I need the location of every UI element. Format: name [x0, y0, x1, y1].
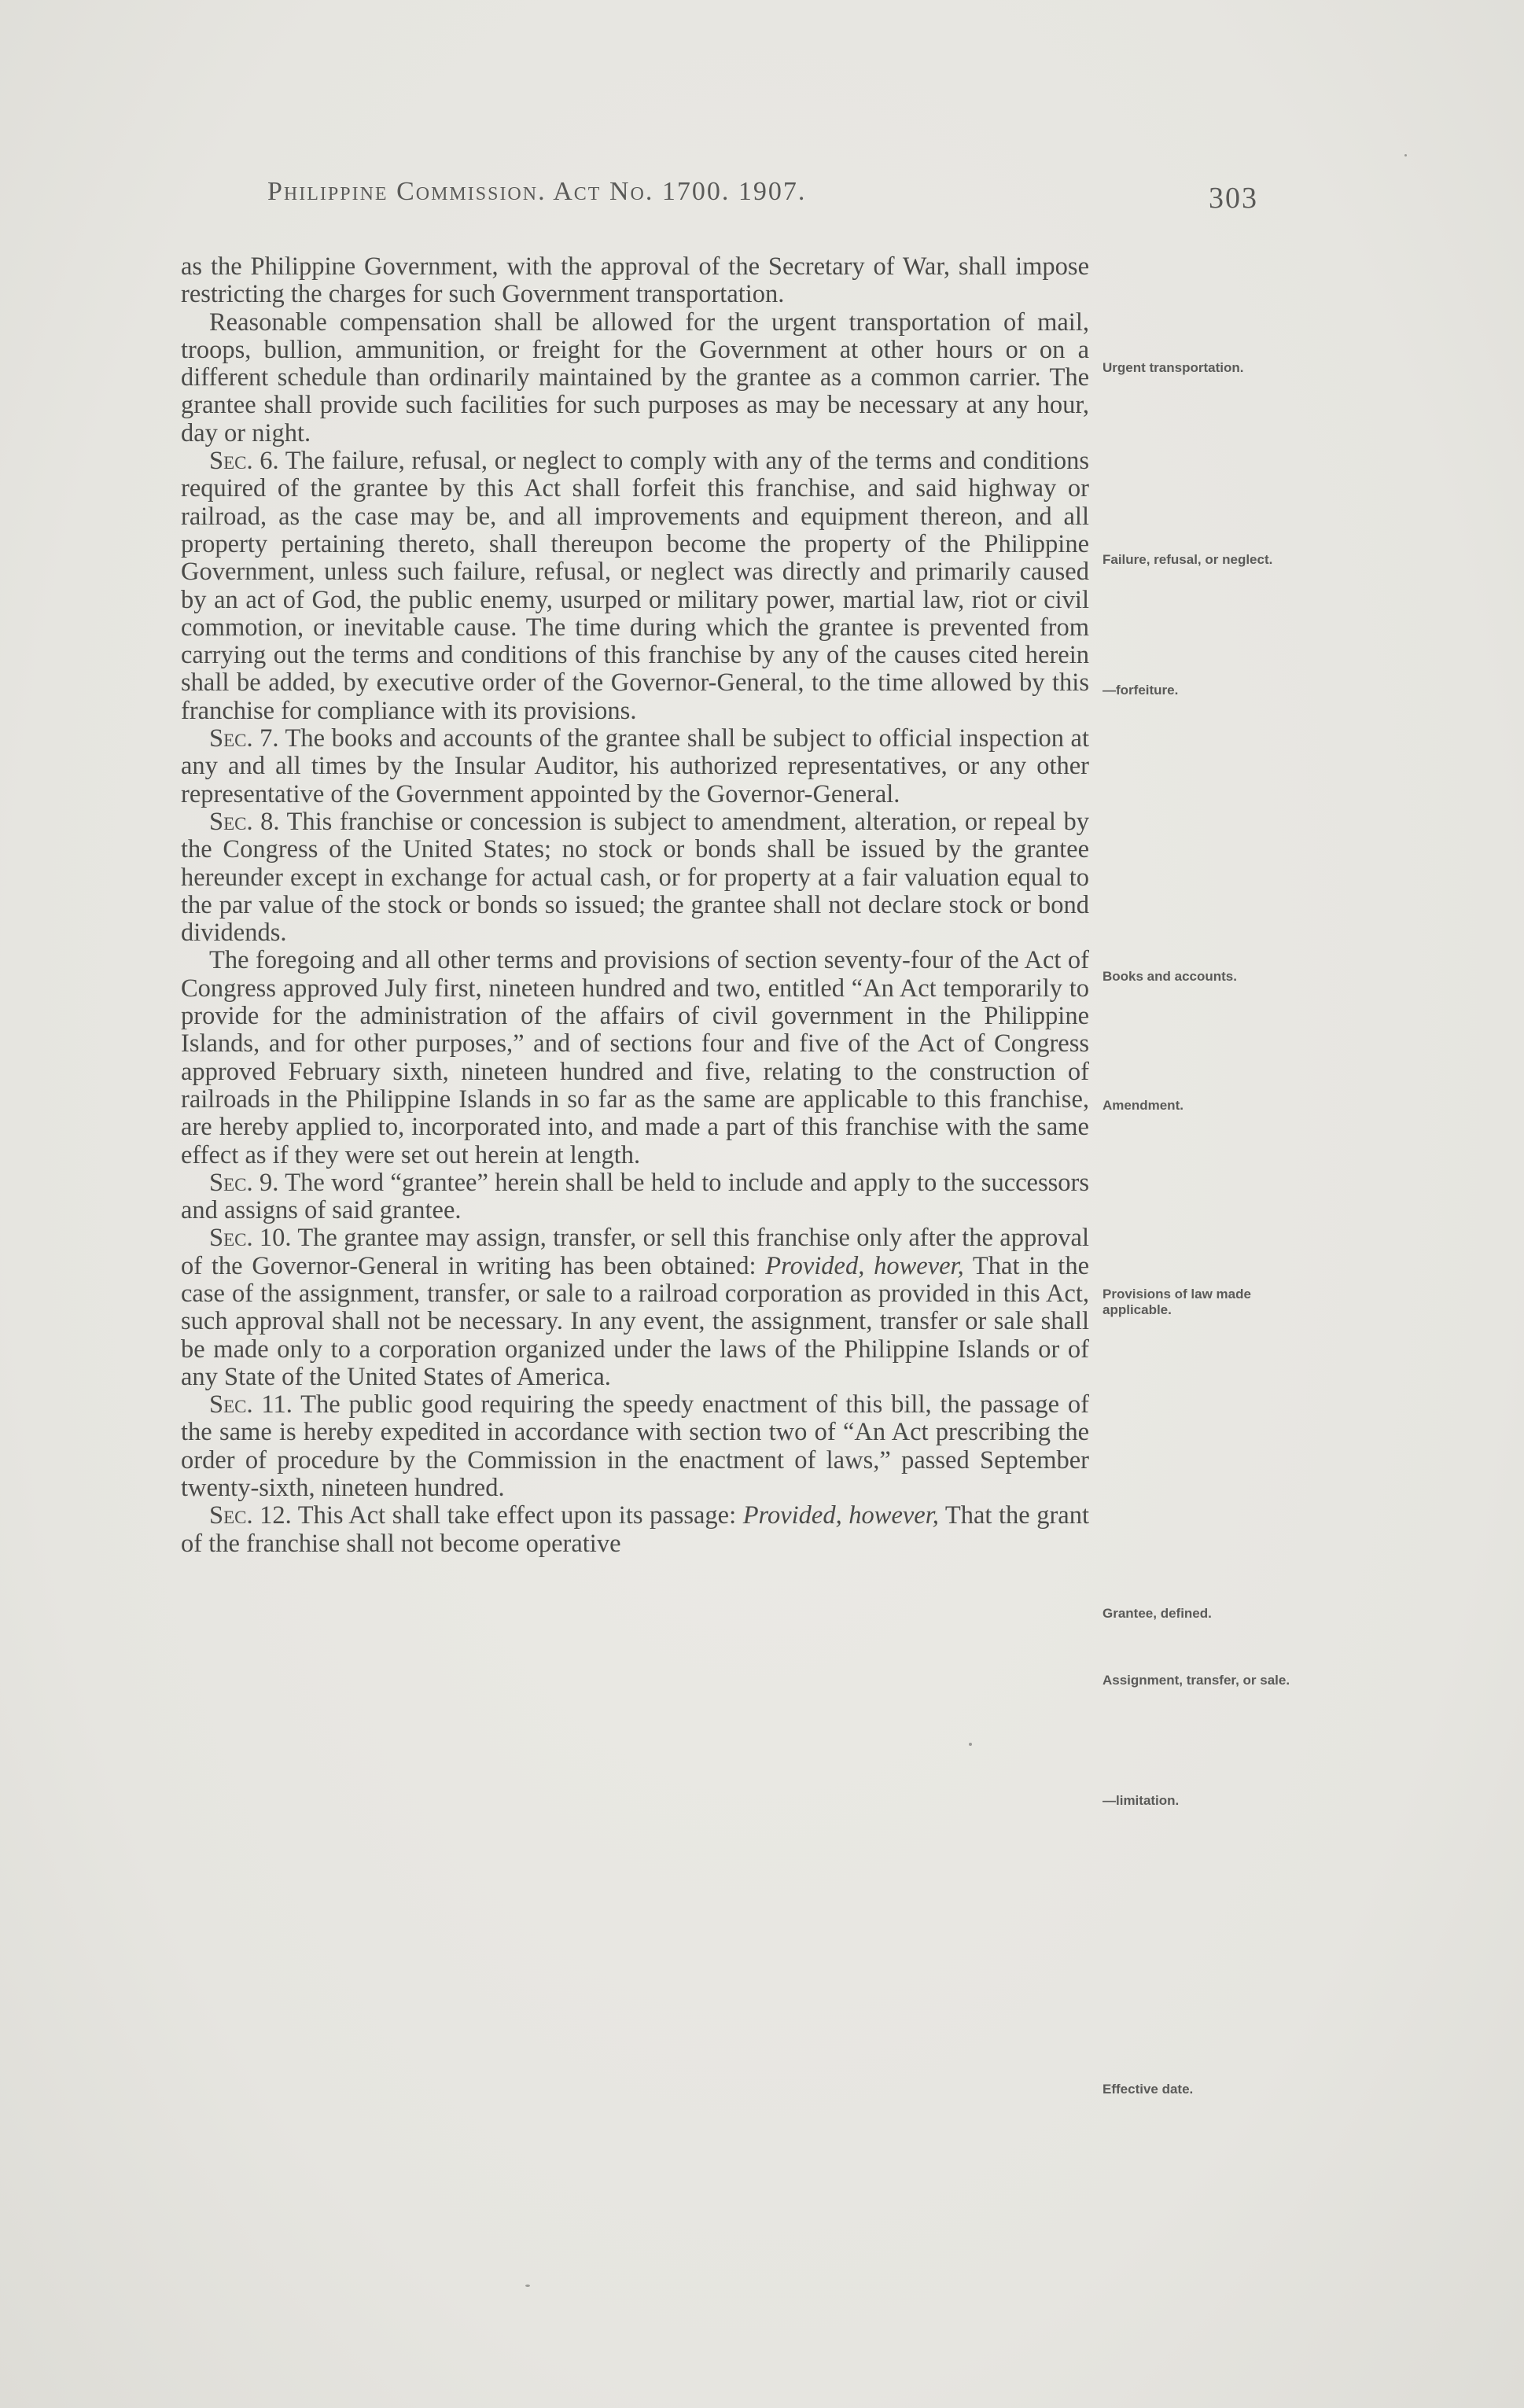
section-11: [181, 1391, 1089, 1502]
paragraph-text: The word “grantee” herein shall be held to include and apply to the successors and assigns of said grantee.: [181, 1168, 1089, 1225]
margin-note-grantee: Grantee, defined.: [1103, 1606, 1212, 1621]
section-10: [181, 1224, 1089, 1391]
act-body: [181, 253, 1089, 1558]
paragraph-text: That the grant of the franchise shall not become operative: [181, 1501, 1089, 1558]
section-label: Sec. 10.: [209, 1224, 292, 1253]
section-label: Sec. 6.: [209, 447, 279, 476]
section-label: Sec. 9.: [209, 1168, 279, 1197]
section-12: [181, 1502, 1089, 1558]
paragraph-text: The books and accounts of the grantee shall be subject to official inspection at any and all times by the Insular Auditor, his authorized representatives, or any other representative of the Government appointed by the Governor-General.: [181, 724, 1089, 808]
paragraph-text: The failure, refusal, or neglect to comply with any of the terms and conditions required of the grantee by this Act shall forfeit this franchise, and said highway or railroad, as the case may be, and all improvements and equipment thereon, and all property pertaining thereto, shall thereupon become the property of the Philippine Government, unless such failure, refusal, or neglect was directly and primarily caused by an act of God, the public enemy, usurped or military power, martial law, riot or civil commotion, or inevitable cause. The time during which the grantee is prevented from carrying out the terms and conditions of this franchise by any of the causes cited herein shall be added, by executive order of the Governor-General, to the time allowed by this franchise for compliance with its provisions.: [181, 447, 1089, 725]
margin-note-provisions: Provisions of law made applicable.: [1103, 1287, 1251, 1317]
section-label: Sec. 7.: [209, 724, 279, 753]
paragraph-text: That in the case of the assignment, transfer, or sale to a railroad corporation as provided in this Act, such approval shall not be necessary. In any event, the assignment, transfer or sale shall be made only to a corporation organized under the laws of the Philippine Islands or of any State of the United States of America.: [181, 1251, 1089, 1391]
paragraph-continuation: [181, 253, 1089, 309]
paragraph-urgent-transportation: [181, 309, 1089, 447]
section-7: [181, 725, 1089, 808]
paragraph-text: Reasonable compensation shall be allowed for the urgent transportation of mail, troops, bullion, ammunition, or freight for the Government at other hours or on a different schedule than ordinarily maintained by the grantee as a common carrier. The grantee shall provide such facilities for such purposes as may be necessary at any hour, day or night.: [181, 307, 1089, 447]
margin-note-amendment: Amendment.: [1103, 1098, 1183, 1113]
paragraph-text: The foregoing and all other terms and provisions of section seventy-four of the Act of Congress approved July first, nineteen hundred and two, entitled “An Act temporarily to provide for the administration of the affairs of civil government in the Philippine Islands, and for other purposes,” and of sections four and five of the Act of Congress approved February sixth, nineteen hundred and five, relating to the construction of railroads in the Philippine Islands in so far as the same are applicable to this franchise, are hereby applied to, incorporated into, and made a part of this franchise with the same effect as if they were set out herein at length.: [181, 946, 1089, 1169]
margin-note-urgent-transportation: Urgent transportation.: [1103, 360, 1244, 375]
section-label: Sec. 11.: [209, 1390, 293, 1419]
paper-speck: [969, 1743, 972, 1746]
margin-note-forfeiture: —forfeiture.: [1103, 683, 1179, 698]
section-9: [181, 1169, 1089, 1225]
paragraph-provisions: [181, 947, 1089, 1169]
margin-note-books: Books and accounts.: [1103, 969, 1237, 984]
paragraph-text: The public good requiring the speedy enactment of this bill, the passage of the same is hereby expedited in accordance with section two of “An Act prescribing the order of procedure by the Commission in the enactment of laws,” passed September twenty-sixth, nineteen hundred.: [181, 1390, 1089, 1503]
section-label: Sec. 8.: [209, 807, 280, 836]
paragraph-text: This franchise or concession is subject to amendment, alteration, or repeal by the Congress of the United States; no stock or bonds shall be issued by the grantee hereunder except in exchange for actual cash, or for property at a fair valuation equal to the par value of the stock or bonds so issued; the grantee shall not declare stock or bond dividends.: [181, 807, 1089, 948]
margin-note-assignment: Assignment, transfer, or sale.: [1103, 1673, 1290, 1688]
paper-speck: [1404, 154, 1407, 156]
section-6: [181, 447, 1089, 725]
section-label: Sec. 12.: [209, 1501, 292, 1530]
page-number: 303: [1209, 182, 1258, 215]
paragraph-text: This Act shall take effect upon its passage:: [291, 1501, 743, 1530]
proviso-emphasis: Provided, however,: [742, 1501, 939, 1530]
margin-note-limitation: —limitation.: [1103, 1793, 1180, 1808]
paragraph-text: as the Philippine Government, with the approval of the Secretary of War, shall impose restricting the charges for such Government transportation.: [181, 252, 1089, 309]
running-title: Philippine Commission. Act No. 1700. 1907.: [267, 177, 807, 206]
margin-note-effective-date: Effective date.: [1103, 2082, 1194, 2097]
margin-note-failure: Failure, refusal, or neglect.: [1103, 552, 1273, 567]
paper-speck: [525, 2285, 530, 2287]
section-8: [181, 808, 1089, 947]
paragraph-text: The grantee may assign, transfer, or sell this franchise only after the approval of the Governor-General in writing has been obtained:: [181, 1224, 1089, 1280]
proviso-emphasis: Provided, however,: [765, 1251, 964, 1280]
